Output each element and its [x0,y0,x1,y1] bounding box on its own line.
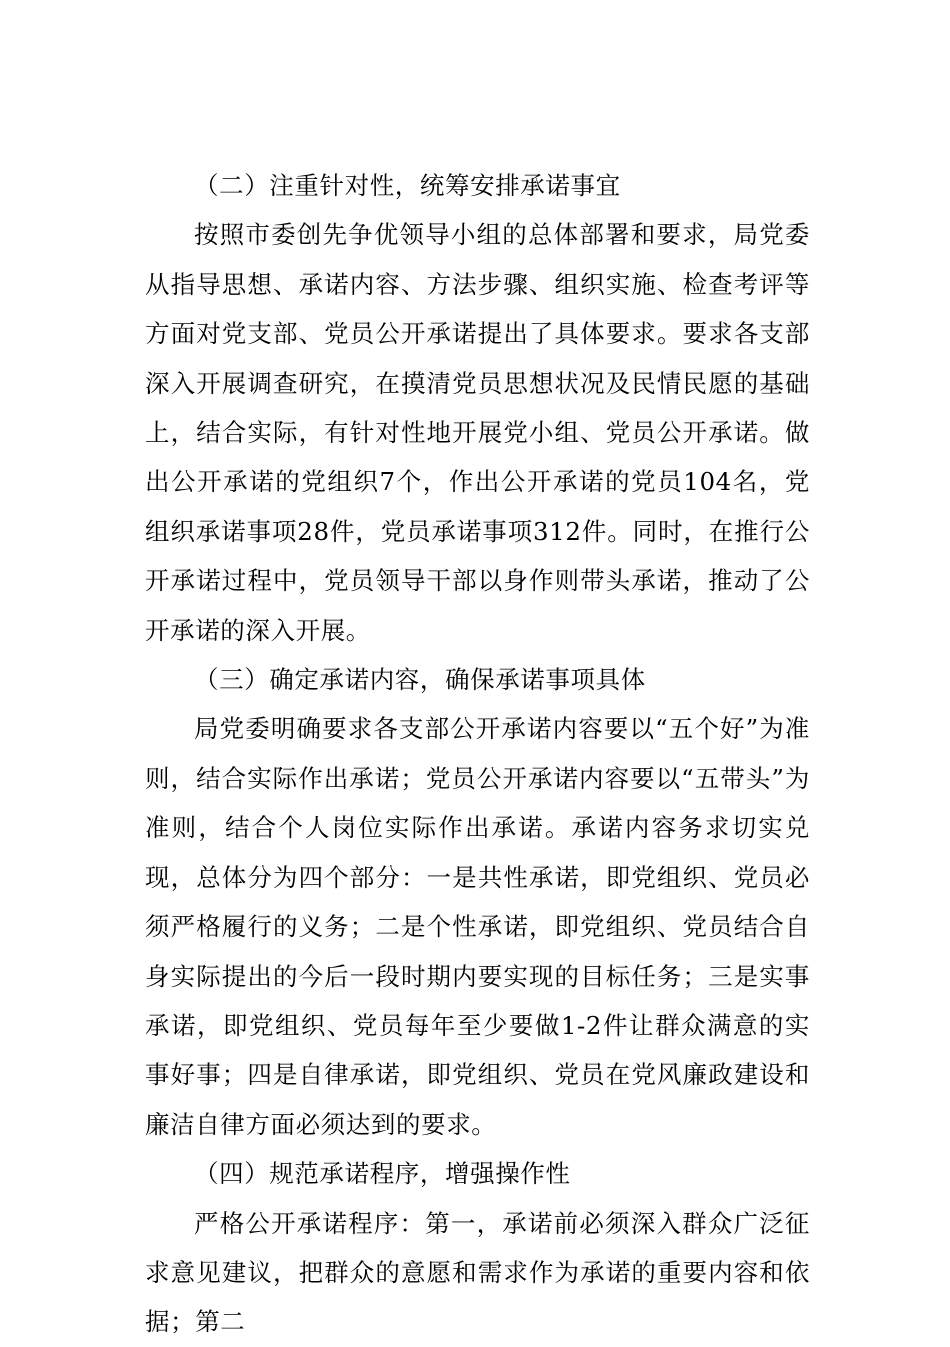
section-paragraph-3: 局党委明确要求各支部公开承诺内容要以“五个好”为准则，结合实际作出承诺；党员公开承诺内容要以“五带头”为准则，结合个人岗位实际作出承诺。承诺内容务求切实兑现，总体分为四个部分：一是共性承诺，即党组织、党员必须严格履行的义务；二是个性承诺，即党组织、党员结合自身实际提出的今后一段时期内要实现的目标任务；三是实事承诺，即党组织、党员每年至少要做1-2件让群众满意的实事好事；四是自律承诺，即党组织、党员在党风廉政建设和廉洁自律方面必须达到的要求。 [145,714,810,1139]
section-paragraph-2: 按照市委创先争优领导小组的总体部署和要求，局党委从指导思想、承诺内容、方法步骤、组织实施、检查考评等方面对党支部、党员公开承诺提出了具体要求。要求各支部深入开展调查研究，在摸清党员思想状况及民情民愿的基础上，结合实际，有针对性地开展党小组、党员公开承诺。做出公开承诺的党组织7个，作出公开承诺的党员104名，党组织承诺事项28件，党员承诺事项312件。同时，在推行公开承诺过程中，党员领导干部以身作则带头承诺，推动了公开承诺的深入开展。 [145,220,810,645]
section-heading-4: （四）规范承诺程序，增强操作性 [194,1159,571,1189]
section-heading-3: （三）确定承诺内容，确保承诺事项具体 [194,665,646,695]
document-body [145,161,810,1347]
section-heading-2: （二）注重针对性，统筹安排承诺事宜 [194,171,621,200]
section-paragraph-4: 严格公开承诺程序：第一，承诺前必须深入群众广泛征求意见建议，把群众的意愿和需求作为承诺的重要内容和依据；第二 [145,1208,810,1337]
